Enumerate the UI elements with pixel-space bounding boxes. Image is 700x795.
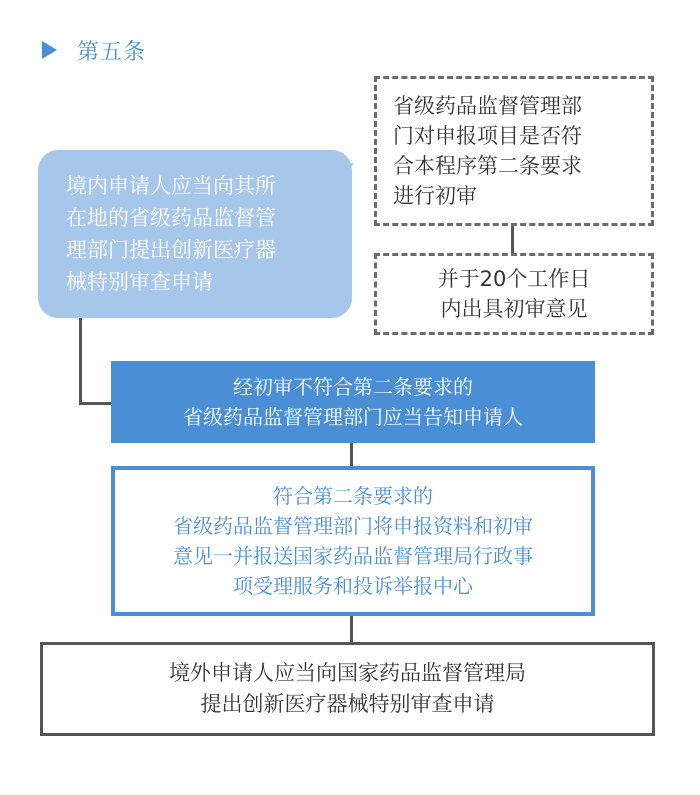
section-title: 第五条 — [77, 39, 147, 65]
conform-box — [111, 466, 595, 616]
play-triangle-icon — [42, 41, 57, 59]
connector-bubble-down — [79, 318, 82, 404]
section-header — [42, 34, 146, 66]
provincial-review-text: 省级药品监督管理部 门对申报项目是否符 合本程序第二条要求 进行初审 — [393, 94, 582, 208]
not-conform-text: 经初审不符合第二条要求的 省级药品监督管理部门应当告知申请人 — [183, 375, 523, 429]
foreign-application-text: 境外申请人应当向国家药品监督管理局 提出创新医疗器械特别审查申请 — [169, 661, 526, 716]
connector-review-deadline — [511, 226, 514, 254]
deadline-box — [374, 253, 654, 335]
connector-bubble-right — [79, 402, 113, 405]
domestic-application-text: 境内申请人应当向其所 在地的省级药品监督管 理部门提出创新医疗器 械特别审查申请 — [66, 174, 276, 294]
conform-text: 符合第二条要求的 省级药品监督管理部门将申报资料和初审 意见一并报送国家药品监督管理局行政事 项受理服务和投诉举报中心 — [173, 484, 533, 598]
domestic-application-bubble — [38, 150, 352, 318]
foreign-application-box — [40, 642, 655, 736]
deadline-text: 并于20个工作日 内出具初审意见 — [437, 267, 591, 321]
connector-notconform-conform — [350, 443, 353, 467]
connector-conform-foreign — [350, 616, 353, 643]
provincial-review-box — [374, 76, 654, 226]
not-conform-box — [111, 361, 595, 443]
